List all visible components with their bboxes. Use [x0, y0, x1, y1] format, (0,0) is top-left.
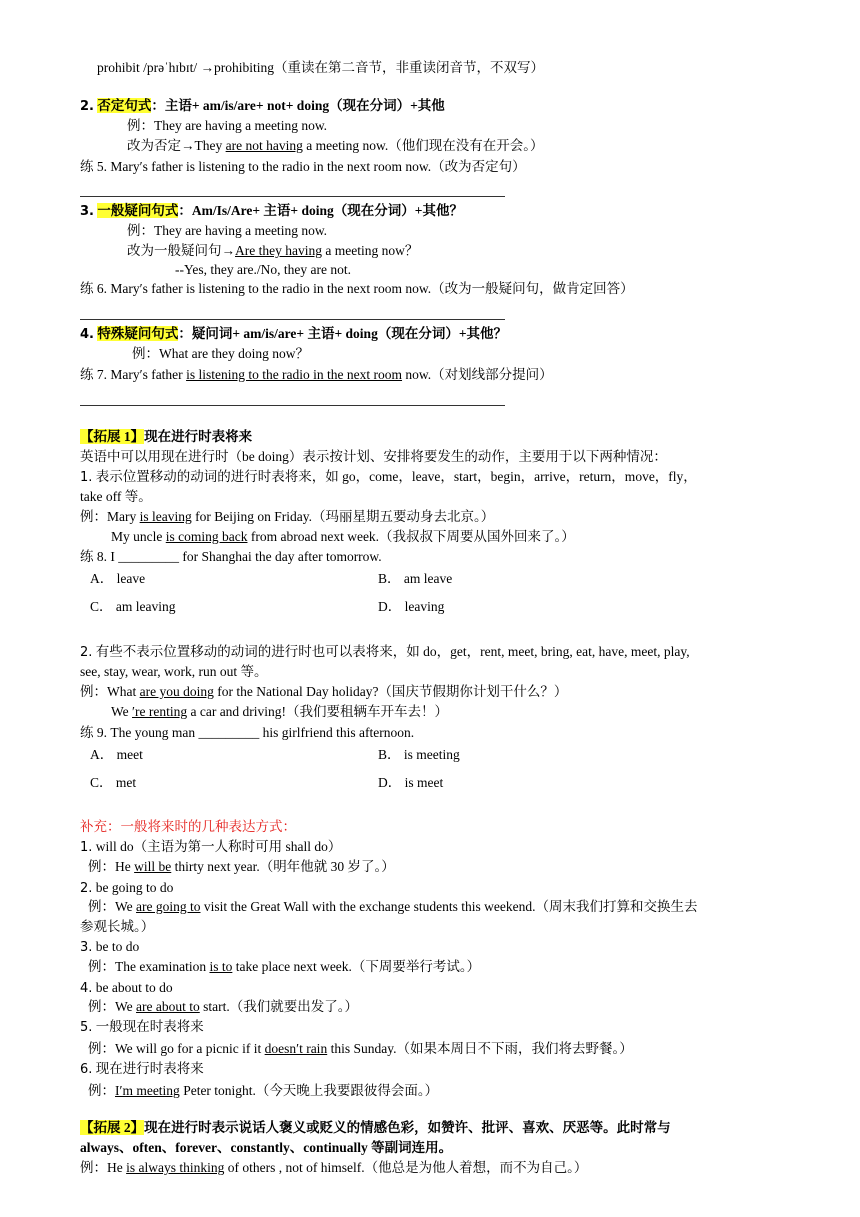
extension-tag: 【拓展 1】 [80, 429, 145, 444]
point-1: 1. 表示位置移动的动词的进行时表将来，如 go，come，leave，start，begin，arrive，return，move，fly， [80, 469, 697, 485]
rule-text: ：Am/Is/Are+ 主语+ doing（现在分词）+其他？ [178, 203, 463, 218]
example-line: 改为一般疑问句→Are they having a meeting now？ [127, 243, 419, 258]
rule-text: ：主语+ am/is/are+ not+ doing（现在分词）+其他 [151, 98, 445, 113]
example-line: 例：Mary is leaving for Beijing on Friday.（玛丽星期五要动身去北京。） [80, 509, 495, 524]
option-c[interactable]: C． met [90, 775, 137, 790]
special-question-rule [80, 325, 507, 344]
underlined-phrase: doesn′t rain [264, 1041, 328, 1056]
point-1-cont: take off 等。 [80, 489, 152, 504]
option-b[interactable]: B． am leave [378, 571, 453, 586]
example-line: 例：He is always thinking of others , not of himself.（他总是为他人着想，而不为自己。） [80, 1160, 588, 1175]
item-number: 3. [80, 204, 94, 219]
answer-line [80, 405, 505, 406]
underlined-phrase: are about to [136, 999, 200, 1014]
underlined-phrase: will be [134, 859, 172, 874]
underlined-phrase: Are they having [235, 243, 322, 258]
option-c[interactable]: C． am leaving [90, 599, 176, 614]
prohibit-example: prohibit /prəˈhɪbɪt/ →prohibiting（重读在第二音节，非重读闭音节，不双写） [97, 60, 544, 75]
option-d[interactable]: D． is meet [378, 775, 444, 790]
exercise-9-stem: 练 9. The young man _________ his girlfriend this afternoon. [80, 725, 415, 740]
item-number: 4. [80, 327, 94, 342]
underlined-phrase: I′m meeting [115, 1083, 180, 1098]
exercise-8-stem: 练 8. I _________ for Shanghai the day after tomorrow. [80, 549, 382, 564]
example-line: 例：We will go for a picnic if it doesn′t rain this Sunday.（如果本周日不下雨，我们将去野餐。） [88, 1041, 633, 1056]
example-line: 例：What are they doing now？ [132, 346, 309, 361]
exercise-7: 练 7. Mary′s father is listening to the radio in the next room now.（对划线部分提问） [80, 367, 553, 382]
underlined-phrase: ′re renting [132, 704, 188, 719]
underlined-phrase: is listening to the radio in the next room [186, 367, 403, 382]
example-line: 例：I′m meeting Peter tonight.（今天晚上我要跟彼得会面。） [88, 1083, 439, 1098]
underlined-phrase: are going to [136, 899, 201, 914]
exercise-5: 练 5. Mary′s father is listening to the radio in the next room now.（改为否定句） [80, 159, 526, 174]
supp-item-2: 2. be going to do [80, 880, 174, 896]
negative-form-rule [80, 97, 445, 116]
rule-text: ：疑问词+ am/is/are+ 主语+ doing（现在分词）+其他？ [178, 326, 508, 341]
extension-intro: 英语中可以用现在进行时（be doing）表示按计划、安排将要发生的动作，主要用于以下两种情况： [80, 449, 667, 464]
extension-2-cont: always、often、forever、constantly、continually 等副词连用。 [80, 1140, 453, 1155]
supplement-title: 补充：一般将来时的几种表达方式： [80, 819, 296, 834]
answer-line [80, 196, 505, 197]
underlined-phrase: are you doing [139, 684, 214, 699]
point-2: 2. 有些不表示位置移动的动词的进行时也可以表将来，如 do，get，rent, meet, bring, eat, have, meet, play, [80, 644, 690, 660]
underlined-phrase: is coming back [165, 529, 248, 544]
example-line: 例：We are going to visit the Great Wall with the exchange students this weekend.（周末我们打算和交换生去 [88, 899, 698, 914]
example-line: 例：We are about to start.（我们就要出发了。） [88, 999, 359, 1014]
supp-item-6: 6. 现在进行时表将来 [80, 1061, 204, 1077]
example-line: We ′re renting a car and driving!（我们要租辆车开车去！） [111, 704, 449, 719]
example-line: 例：He will be thirty next year.（明年他就 30 岁了。） [88, 859, 395, 874]
point-2-cont: see, stay, wear, work, run out 等。 [80, 664, 268, 679]
supp-item-1: 1. will do（主语为第一人称时可用 shall do） [80, 839, 342, 855]
underlined-phrase: is to [209, 959, 233, 974]
example-answer: --Yes, they are./No, they are not. [175, 262, 351, 277]
underlined-phrase: is always thinking [126, 1160, 225, 1175]
underlined-phrase: are not having [225, 138, 303, 153]
underlined-phrase: is leaving [139, 509, 192, 524]
example-line: 改为否定→They are not having a meeting now.（他们现在没有在开会。） [127, 138, 544, 153]
item-number: 2. [80, 99, 94, 114]
example-line: My uncle is coming back from abroad next week.（我叔叔下周要从国外回来了。） [111, 529, 575, 544]
option-a[interactable]: A． meet [90, 747, 143, 762]
highlight-label: 否定句式 [97, 98, 152, 113]
example-line: 例：They are having a meeting now. [127, 118, 328, 133]
supp-item-3: 3. be to do [80, 939, 140, 955]
answer-line [80, 319, 505, 320]
highlight-label: 一般疑问句式 [97, 203, 179, 218]
example-line: 例：They are having a meeting now. [127, 223, 328, 238]
example-line-cont: 参观长城。） [80, 919, 155, 934]
highlight-label: 特殊疑问句式 [97, 326, 179, 341]
example-line: 例：The examination is to take place next week.（下周要举行考试。） [88, 959, 481, 974]
extension-2-title: 【拓展 2】现在进行时表示说话人褒义或贬义的情感色彩，如赞许、批评、喜欢、厌恶等。此时常与 [80, 1120, 671, 1135]
option-a[interactable]: A． leave [90, 571, 146, 586]
exercise-6: 练 6. Mary′s father is listening to the radio in the next room now.（改为一般疑问句，做肯定回答） [80, 281, 634, 296]
example-line: 例：What are you doing for the National Day holiday?（国庆节假期你计划干什么？） [80, 684, 568, 699]
general-question-rule [80, 202, 463, 221]
supp-item-4: 4. be about to do [80, 980, 173, 996]
option-d[interactable]: D． leaving [378, 599, 445, 614]
extension-tag: 【拓展 2】 [80, 1120, 145, 1135]
supp-item-5: 5. 一般现在时表将来 [80, 1019, 204, 1035]
option-b[interactable]: B． is meeting [378, 747, 460, 762]
extension-1-title: 【拓展 1】现在进行时表将来 [80, 429, 253, 444]
